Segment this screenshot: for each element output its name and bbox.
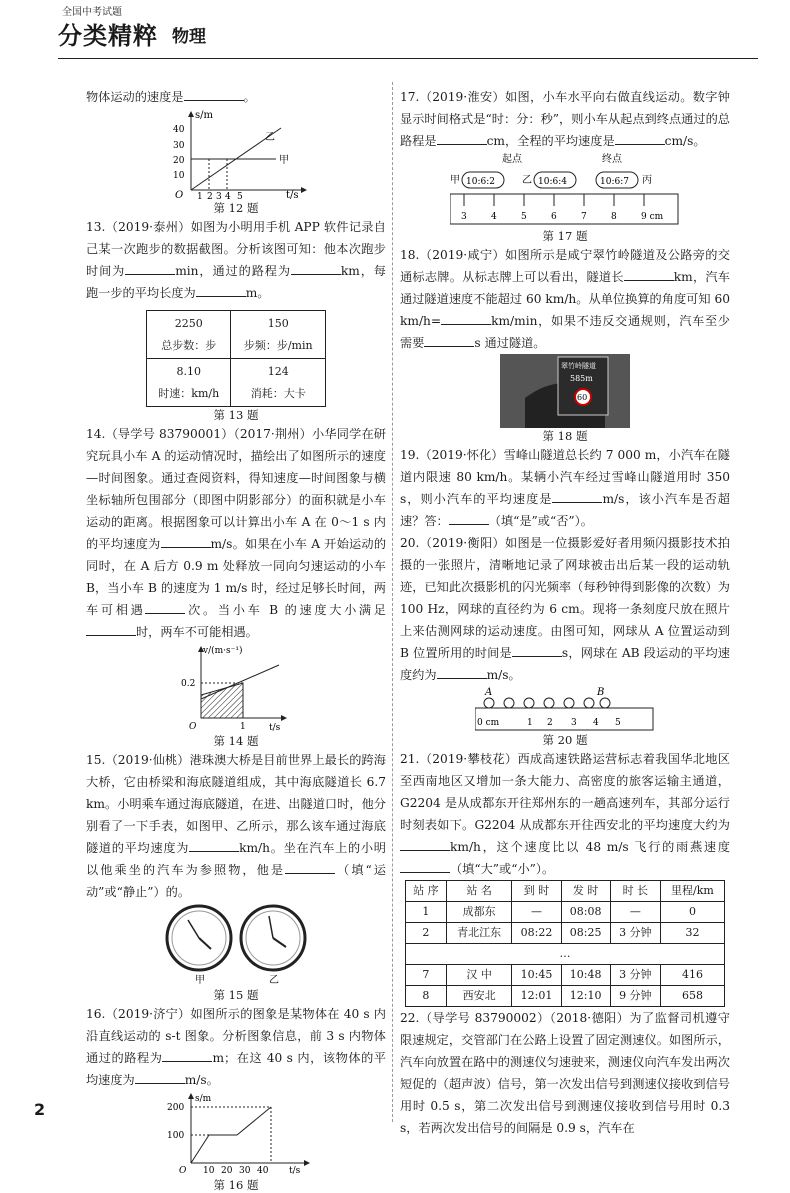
svg-text:s/m: s/m [195,1094,212,1104]
y-tick: 20 [173,156,185,166]
svg-text:60: 60 [577,393,588,402]
svg-text:2: 2 [547,718,553,728]
svg-text:B: B [597,687,605,698]
figure-caption: 第 16 题 [213,1178,259,1192]
page-number: 2 [34,1100,46,1119]
svg-text:10:6:7: 10:6:7 [600,177,629,187]
x-tick: 1 [197,192,203,200]
q17-car-ruler [450,152,680,228]
svg-text:A: A [485,687,493,698]
y-tick: 30 [173,141,185,151]
table-row: 7 汉 中 10:45 10:48 3 分钟 416 [406,965,725,986]
origin-label: O [175,190,184,200]
question-18: 18.（2019·咸宁）如图所示是咸宁翠竹岭隧道及公路旁的交通标志牌。从标志牌上可以看出，隧道长 km，汽车通过隧道速度不能超过 60 km/h。从单位换算的角度可知 60 km/h= km/min，如果不违反交通规则，汽车至少需要 s 通过隧道。 [400,248,730,350]
table-header: 站 序 站 名 到 时 发 时 时 长 里程/km [406,881,725,902]
svg-text:丙: 丙 [642,175,652,186]
question-17: 17.（2019·淮安）如图，小车水平向右做直线运动。数字钟显示时间格式是“时：分：秒”，则小车从起点到终点通过的总路程是 cm，全程的平均速度是 cm/s。 [400,90,730,148]
column-divider [392,82,393,1122]
y-tick: 40 [173,125,185,135]
figure-caption: 第 12 题 [213,201,259,215]
q14-vt-graph [181,643,291,733]
svg-text:终点: 终点 [602,154,622,165]
clock-yi [241,906,305,970]
figure-caption: 第 13 题 [213,408,259,422]
svg-text:30: 30 [239,1166,251,1176]
svg-text:9 cm: 9 cm [641,212,664,222]
question-14: 14.（导学号 83790001）（2017·荆州）小华同学在研究玩具小车 A 的运动情况时，描绘出了如图所示的速度—时间图象。通过查阅资料，得知速度—时间图象与横坐标轴所包围部分（即图中阴影部分）的面积就是小车运动的距离。根据图象可以计算出小车 A 在 0～1 s 内的平均速度为 m/s。如果在小车 A 开始运动的同时，在 A 后方 0.9 m 处释放一同向匀速运动的小车 B，当小车 B 的速度为 1 m/s 时，经过足够长时间，两车可相遇 次。当小车 B 的速度大小满足时，两车不可能相遇。 [86,427,387,639]
question-19: 19.（2019·怀化）雪峰山隧道总长约 7 000 m，小汽车在隧道内限速 80 km/h。某辆小汽车经过雪峰山隧道用时 350 s，则小汽车的平均速度是 m/s，该小汽车是否超速？答： （填“是”或“否”）。 [400,448,730,528]
header-rule [58,58,758,59]
svg-text:v/(m·s⁻¹): v/(m·s⁻¹) [203,646,243,656]
question-16: 16.（2019·济宁）如图所示的图象是某物体在 40 s 内沿直线运动的 s-t 图象。分析图象信息，前 3 s 内物体通过的路程为 m；在这 40 s 内，该物体的平均速度为 m/s。 [86,1007,386,1087]
svg-text:585m: 585m [570,374,593,383]
table-row: … [406,944,725,965]
svg-text:t/s: t/s [289,1166,301,1176]
svg-text:4: 4 [593,718,599,728]
table-row: 2 青北江东 08:22 08:25 3 分钟 32 [406,923,725,944]
series-label-yi: 乙 [265,132,275,143]
svg-text:乙: 乙 [522,175,532,186]
q16-st-graph [161,1091,311,1177]
svg-text:3: 3 [461,212,467,222]
svg-text:1: 1 [527,718,533,728]
table-row: 1 成都东 — 08:08 — 0 [406,902,725,923]
svg-text:甲: 甲 [195,975,205,986]
svg-text:0.2: 0.2 [181,679,196,689]
question-20: 20.（2019·衡阳）如图是一位摄影爱好者用频闪摄影技术拍摄的一张照片，清晰地记录了网球被击出后某一段的运动轨迹，已知此次摄影机的闪光频率（每秒钟得到影像的次数）为 100 Hz，网球的直径约为 6 cm。现将一条刻度尺放在照片上来估测网球的运动速度。由图可知，网球从 A 位置运动到 B 位置所用的时间是 s，网球在 AB 段运动的平均速度约为 m/s。 [400,536,730,682]
right-column [400,86,730,1139]
grid-cell: 2250 总步数：步 [147,311,231,359]
svg-text:8: 8 [611,212,617,222]
svg-text:5: 5 [521,212,527,222]
q15-clocks [161,903,311,987]
q13-app-data-grid [146,310,326,407]
svg-text:乙: 乙 [269,975,279,986]
svg-text:20: 20 [221,1166,233,1176]
series-title: 全国中考试题 [62,7,122,18]
svg-text:100: 100 [167,1131,185,1141]
svg-text:10:6:4: 10:6:4 [538,177,567,187]
svg-text:起点: 起点 [502,154,522,165]
svg-text:6: 6 [551,212,557,222]
q18-tunnel-photo [500,354,630,428]
x-axis-label: t/s [286,190,299,200]
q21-timetable [405,880,725,1007]
svg-text:O: O [189,722,197,732]
svg-text:甲: 甲 [450,175,460,186]
svg-text:10:6:2: 10:6:2 [466,177,495,187]
x-tick: 3 [216,192,222,200]
x-tick: 4 [225,192,231,200]
q12-st-graph [161,108,311,200]
question-22: 22.（导学号 83790002）（2018·德阳）为了监督司机遵守限速规定，交管部门在公路上设置了固定测速仪。如图所示，汽车向放置在路中的测速仪匀速驶来，测速仪向汽车发出两次短促的（超声波）信号，第一次发出信号到测速仪接收到信号用时 0.5 s，第二次发出信号到测速仪接收到信号用时 0.3 s，若两次发出信号的间隔是 0.9 s，汽车在 [400,1011,730,1135]
series-label-jia: 甲 [279,155,289,166]
question-21: 21.（2019·攀枝花）西成高速铁路运营标志着我国华北地区至西南地区又增加一条大能力、高密度的旅客运输主通道，G2204 是从成都东开往郑州东的一趟高速列车，其部分运行时刻表如下。G2204 从成都东开往西安北的平均速度大约为km/h，这个速度比以 48 m/s 飞行的雨燕速度（填“大”或“小”）。 [400,752,730,876]
q20-ball-ruler [475,686,655,732]
subject-label: 物理 [172,27,206,47]
grid-cell: 150 步频：步/min [231,311,326,359]
figure-caption: 第 20 题 [542,733,588,747]
svg-text:3: 3 [571,718,577,728]
x-tick: 2 [207,192,213,200]
question-12-tail: 物体运动的速度是 。 [86,90,256,104]
clock-jia [167,906,231,970]
svg-text:O: O [179,1166,187,1176]
svg-text:翠竹岭隧道: 翠竹岭隧道 [561,362,596,370]
svg-text:4: 4 [491,212,497,222]
figure-caption: 第 18 题 [542,429,588,443]
figure-caption: 第 17 题 [542,229,588,243]
book-brand: 分类精粹 [58,22,158,50]
question-13: 13.（2019·泰州）如图为小明用手机 APP 软件记录自己某一次跑步的数据截图。分析该图可知：他本次跑步时间为 min，通过的路程为 km，每跑一步的平均长度为 m。 [86,220,386,300]
y-tick: 10 [173,171,185,181]
grid-cell: 124 消耗：大卡 [231,359,326,407]
figure-caption: 第 14 题 [213,734,259,748]
svg-text:t/s: t/s [269,723,281,733]
svg-text:10: 10 [203,1166,215,1176]
shaded-area [201,683,243,718]
svg-text:5: 5 [615,718,621,728]
figure-caption: 第 15 题 [213,988,259,1002]
svg-text:1: 1 [240,722,246,732]
svg-text:40: 40 [257,1166,269,1176]
left-column [86,86,386,1193]
svg-text:0 cm: 0 cm [477,718,500,728]
question-15: 15.（2019·仙桃）港珠澳大桥是目前世界上最长的跨海大桥，它由桥梁和海底隧道组成，其中海底隧道长 6.7 km。小明乘车通过海底隧道，在进、出隧道口时，他分别看了一下手表，如图甲、乙所示，那么该车通过海底隧道的平均速度为 km/h。坐在汽车上的小明以他乘坐的汽车为参照物，他是 （填“运动”或“静止”）的。 [86,753,386,899]
y-axis-label: s/m [195,110,213,121]
svg-text:7: 7 [581,212,587,222]
x-tick: 5 [237,192,243,200]
svg-text:200: 200 [167,1103,185,1113]
table-row: 8 西安北 12:01 12:10 9 分钟 658 [406,986,725,1007]
grid-cell: 8.10 时速：km/h [147,359,231,407]
